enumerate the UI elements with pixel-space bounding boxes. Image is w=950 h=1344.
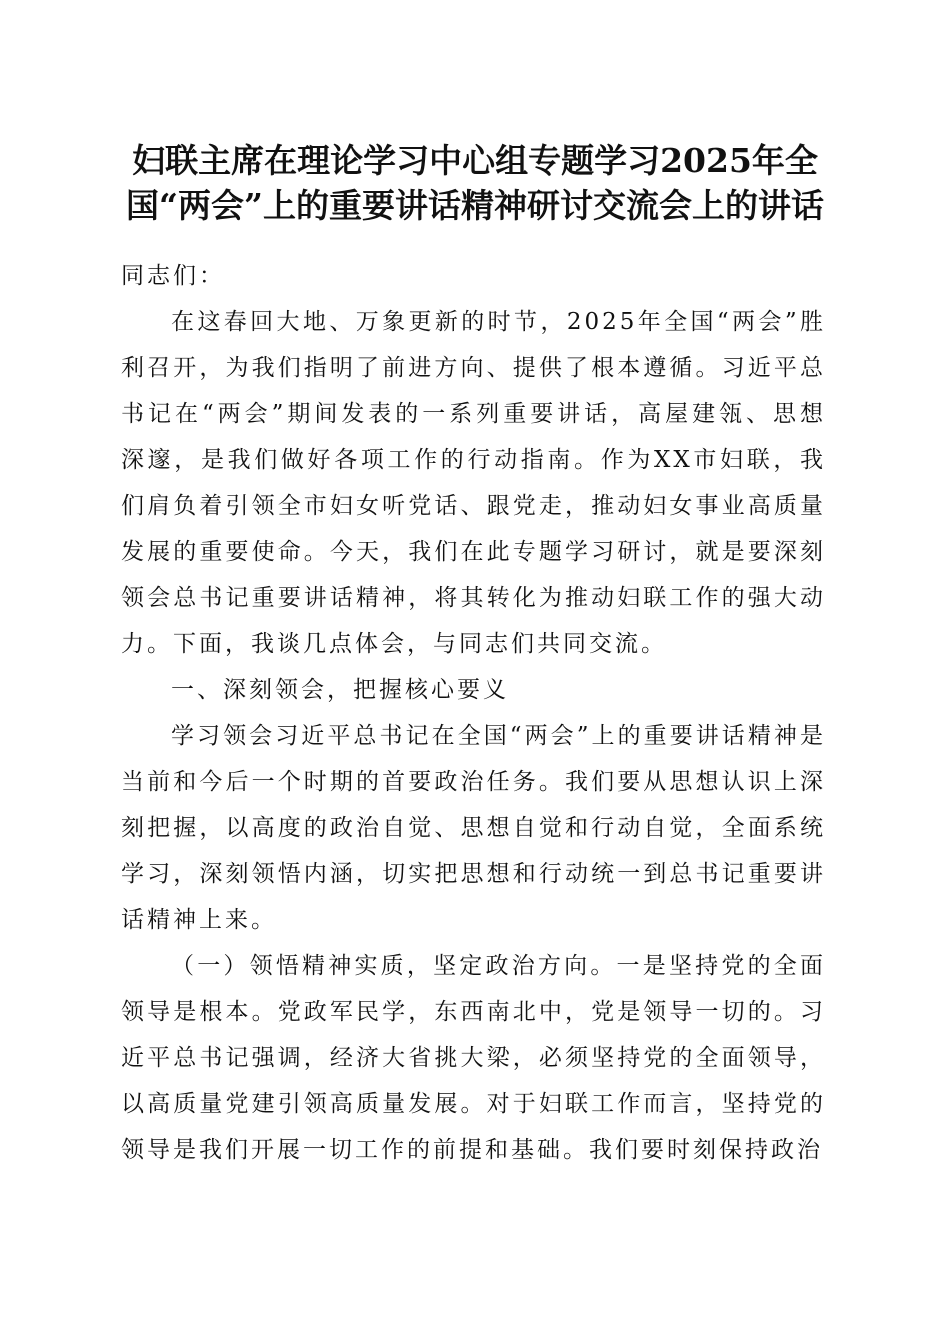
paragraph-section-1: 学习领会习近平总书记在全国“两会”上的重要讲话精神是当前和今后一个时期的首要政治任务。我们要从思想认识上深刻把握，以高度的政治自觉、思想自觉和行动自觉，全面系统学习，深刻领悟内涵，切实把思想和行动统一到总书记重要讲话精神上来。 xyxy=(121,723,826,933)
document-body xyxy=(121,253,826,1173)
paragraph-intro: 在这春回大地、万象更新的时节，2025年全国“两会”胜利召开，为我们指明了前进方向、提供了根本遵循。习近平总书记在“两会”期间发表的一系列重要讲话，高屋建瓴、思想深邃，是我们做好各项工作的行动指南。作为XX市妇联，我们肩负着引领全市妇女听党话、跟党走，推动妇女事业高质量发展的重要使命。今天，我们在此专题学习研讨，就是要深刻领会总书记重要讲话精神，将其转化为推动妇联工作的强大动力。下面，我谈几点体会，与同志们共同交流。 xyxy=(121,309,826,657)
paragraph-subsection-1: （一）领悟精神实质，坚定政治方向。一是坚持党的全面领导是根本。党政军民学，东西南北中，党是领导一切的。习近平总书记强调，经济大省挑大梁，必须坚持党的全面领导，以高质量党建引领高质量发展。对于妇联工作而言，坚持党的领导是我们开展一切工作的前提和基础。我们要时刻保持政治 xyxy=(121,953,826,1163)
salutation: 同志们： xyxy=(121,263,225,289)
section-heading-1: 一、深刻领会，把握核心要义 xyxy=(171,677,509,703)
document-title: 妇联主席在理论学习中心组专题学习2025年全国“两会”上的重要讲话精神研讨交流会上的讲话 xyxy=(126,141,824,225)
